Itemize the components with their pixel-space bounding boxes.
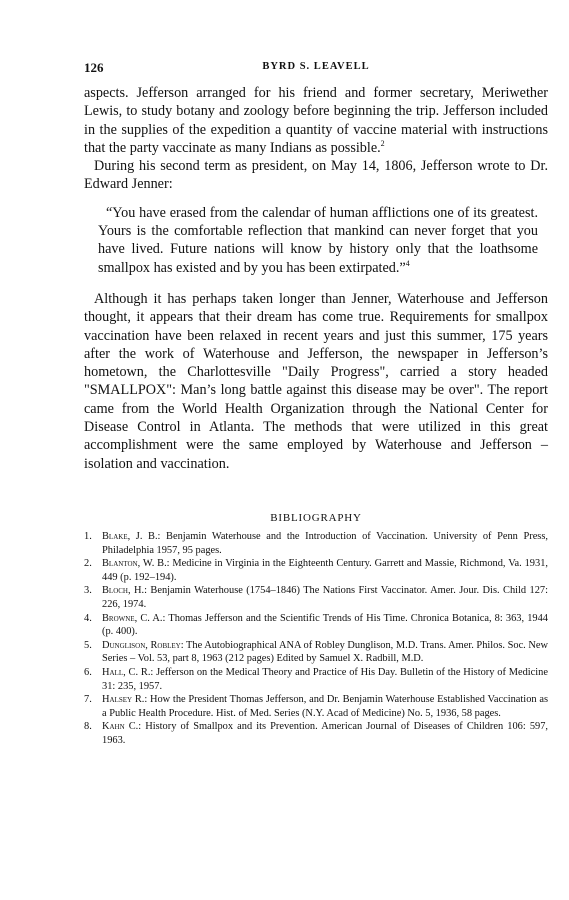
entry-text: , W. B.: Medicine in Virginia in the Eighteenth Century. Garrett and Massie, Richmond, Va. 1931, 449 (p. 192–194). xyxy=(102,558,548,583)
entry-number: 3. xyxy=(84,585,92,597)
entry-text: , C. R.: Jefferson on the Medical Theory and Practice of His Day. Bulletin of the History of Medicine 31: 235, 1957. xyxy=(102,666,548,692)
paragraph-3: Although it has perhaps taken longer than Jenner, Waterhouse and Jefferson thought, it appears that their dream has come true. Requirements for smallpox vaccination have been relaxed in recent years and just this summer, 175 years after the work of Waterhouse and Jefferson, the newspaper in Jefferson’s hometown, the Charlottesville "Daily Progress", carried a story headed "SMALLPOX": Man’s long battle against this disease may be over". The report came from the World Health Organization through the National Center for Disease Control in Atlanta. The methods that were utilized in this great accomplishment were the same employed by Waterhouse and Jefferson – isolation and vaccination. xyxy=(84,290,548,472)
bibliography-list xyxy=(84,530,548,748)
entry-text: : The Autobiographical ANA of Robley Dunglison, M.D. Trans. Amer. Philos. Soc. New Series – Vol. 53, part 8, 1963 (212 pages) Edited by Samuel X. Radbill, M.D. xyxy=(102,639,548,665)
entry-author: Halsey xyxy=(102,694,133,706)
paragraph-1-text: aspects. Jefferson arranged for his friend and former secretary, Meriwether Lewis, to study botany and zoology before beginning the trip. Jefferson included in the supplies of the expedition a quantity of vaccine material with instructions that the party vaccinate as many Indians as possible. xyxy=(84,85,548,156)
quote-text: “You have erased from the calendar of human afflictions one of its greatest. Yours is the comfortable reflection that mankind can never forget that you have lived. Future nations will know by history only that the loathsome smallpox has existed and by you has been extirpated.” xyxy=(98,204,538,276)
page-header xyxy=(84,60,548,80)
bibliography-entry-4 xyxy=(84,612,548,639)
entry-author: Blanton xyxy=(102,558,138,570)
entry-number: 2. xyxy=(84,558,92,570)
paragraph-1 xyxy=(84,84,548,157)
entry-text: C.: History of Smallpox and its Prevention. American Journal of Diseases of Children 106: 597, 1963. xyxy=(102,721,548,746)
entry-number: 8. xyxy=(84,721,92,733)
entry-author: Bloch xyxy=(102,585,128,597)
entry-number: 4. xyxy=(84,612,92,624)
body-text xyxy=(84,84,548,473)
entry-text: , J. B.: Benjamin Waterhouse and the Introduction of Vaccination. University of Penn Press, Philadelphia 1957, 95 pages. xyxy=(102,531,548,556)
footnote-ref-4: 4 xyxy=(405,258,410,268)
entry-text: , C. A.: Thomas Jefferson and the Scientific Trends of His Time. Chronica Botanica, 8: 363, 1944 (p. 400). xyxy=(102,612,548,638)
jefferson-quote xyxy=(98,204,538,277)
entry-author: Browne xyxy=(102,612,135,624)
entry-author: Blake xyxy=(102,531,128,542)
bibliography-entry-5 xyxy=(84,639,548,666)
paragraph-2: During his second term as president, on May 14, 1806, Jefferson wrote to Dr. Edward Jenner: xyxy=(84,158,548,193)
entry-author: Dunglison, Robley xyxy=(102,639,181,651)
page-number: 126 xyxy=(84,60,104,75)
entry-text: , H.: Benjamin Waterhouse (1754–1846) The Nations First Vaccinator. Amer. Jour. Dis. Child 127: 226, 1974. xyxy=(102,585,548,610)
entry-number: 7. xyxy=(84,694,92,706)
entry-number: 1. xyxy=(84,531,92,542)
bibliography-entry-7 xyxy=(84,693,548,720)
bibliography-entry-1 xyxy=(84,530,548,557)
entry-number: 6. xyxy=(84,666,92,678)
bibliography-entry-8 xyxy=(84,720,548,747)
bibliography-entry-2 xyxy=(84,557,548,584)
entry-number: 5. xyxy=(84,639,92,651)
bibliography-entry-3 xyxy=(84,584,548,611)
entry-author: Kahn xyxy=(102,721,125,733)
running-head: BYRD S. LEAVELL xyxy=(262,61,370,72)
entry-text: R.: How the President Thomas Jefferson, and Dr. Benjamin Waterhouse Established Vaccination as a Public Health Procedure. Hist. of Med. Series (N.Y. Acad of Medicine) No. 5, 1936, 58 pages. xyxy=(102,694,548,719)
footnote-ref-2: 2 xyxy=(380,138,385,148)
entry-author: Hall xyxy=(102,666,124,678)
bibliography-heading: BIBLIOGRAPHY xyxy=(270,512,362,524)
bibliography-entry-6 xyxy=(84,666,548,693)
